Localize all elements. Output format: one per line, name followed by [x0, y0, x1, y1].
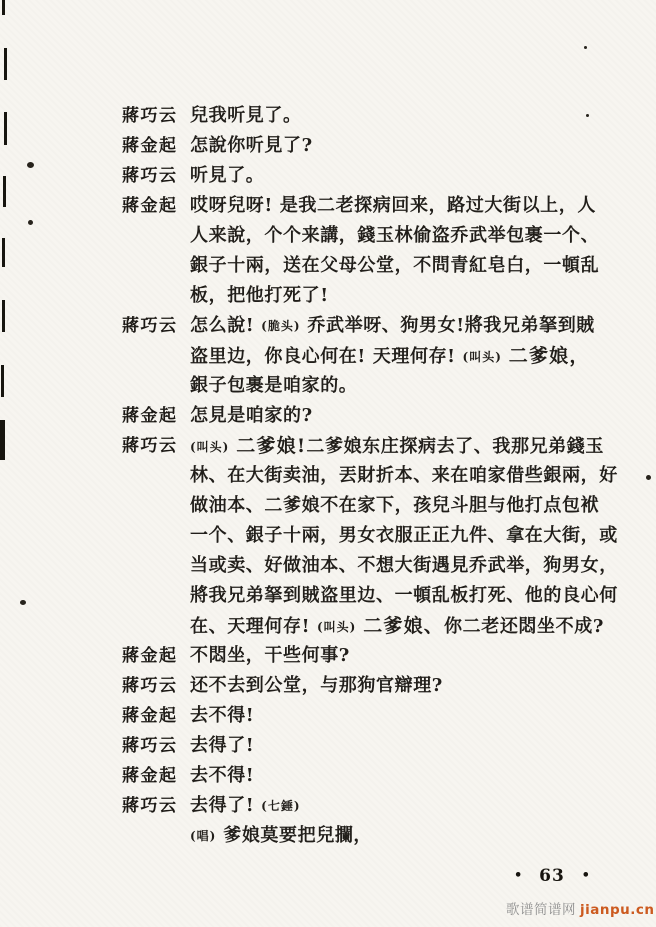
dialogue-segment: 你二老还悶坐不成?: [444, 616, 604, 637]
dialogue-text: [190, 821, 372, 851]
script-line: [122, 461, 650, 491]
dialogue-segment: 爹娘莫要把兒攔，: [216, 825, 373, 846]
speaker-name: [122, 251, 190, 281]
scan-artifact-line: [3, 176, 6, 207]
speaker-name: [122, 611, 190, 641]
scan-artifact-line: [4, 112, 7, 145]
dialogue-text: [190, 581, 618, 611]
script-line: [122, 251, 650, 281]
dialogue-text: [190, 671, 443, 701]
script-line: [122, 491, 650, 521]
scan-artifact-speck: [27, 162, 34, 168]
stage-annotation: (叫头): [462, 350, 502, 364]
dialogue-text: [190, 761, 254, 791]
speaker-name: [122, 461, 190, 491]
page-number-dot-left: •: [514, 868, 523, 883]
script-line: [122, 701, 650, 731]
speaker-name: 蔣巧云: [122, 436, 178, 456]
dialogue-segment: 去得了!: [190, 735, 255, 756]
speaker-name: [122, 371, 190, 401]
script-line: [122, 731, 650, 761]
script-line: [122, 281, 650, 311]
dialogue-segment: 人来說，个个来講，錢玉林偷盗乔武举包裹一个、: [190, 225, 600, 246]
dialogue-text: [190, 401, 313, 431]
speaker-name: [122, 551, 190, 581]
dialogue-segment: 盗里边，你良心何在! 天理何存!: [190, 346, 463, 367]
script-line: [122, 191, 650, 221]
stage-annotation: (叫头): [316, 620, 357, 634]
page-number-value: 63: [539, 866, 565, 886]
dialogue-text: [190, 251, 599, 281]
speaker-name: [122, 341, 190, 371]
scan-artifact-line: [0, 420, 5, 460]
dialogue-segment: 不悶坐，干些何事?: [190, 645, 350, 666]
speaker-name: 蔣巧云: [122, 166, 178, 186]
dialogue-text: [190, 701, 254, 731]
dialogue-text: [190, 221, 599, 251]
script-line: [122, 791, 650, 821]
dialogue-segment: 去不得!: [190, 765, 255, 786]
scan-artifact-speck: [28, 220, 33, 225]
dialogue-segment: 哎呀兒呀! 是我二老探病回来，路过大街以上，人: [190, 195, 596, 216]
script-line: [122, 311, 650, 341]
speaker-name: 蔣金起: [122, 196, 178, 216]
scan-artifact-speck: [20, 600, 26, 605]
script-lines: [122, 101, 650, 851]
dialogue-text: [190, 521, 618, 551]
speaker-name: 蔣巧云: [122, 736, 178, 756]
dialogue-segment: [502, 346, 509, 367]
dialogue-segment: 二爹娘，: [508, 345, 590, 367]
dialogue-segment: 二爹娘、: [363, 615, 445, 637]
speaker-name: [122, 281, 190, 311]
dialogue-text: [190, 311, 595, 341]
script-line: [122, 401, 650, 431]
speaker-name: 蔣金起: [122, 646, 178, 666]
dialogue-text: [190, 461, 618, 491]
stage-annotation: (唱): [190, 829, 217, 843]
dialogue-text: [190, 341, 590, 371]
dialogue-segment: 当或卖、好做油本、不想大街遇見乔武举，狗男女，: [190, 555, 618, 576]
dialogue-segment: 乔武举呀、狗男女!將我兄弟拏到賊: [300, 315, 595, 336]
dialogue-text: [190, 611, 604, 641]
stage-annotation: (脆头): [261, 319, 301, 333]
dialogue-segment: 听見了。: [190, 165, 265, 186]
dialogue-segment: 在、天理何存!: [190, 616, 317, 637]
script-line: [122, 521, 650, 551]
script-line: [122, 371, 650, 401]
dialogue-text: [190, 641, 350, 671]
scan-artifact-line: [2, 0, 5, 15]
dialogue-text: [190, 491, 599, 521]
speaker-name: 蔣金起: [122, 406, 178, 426]
dialogue-segment: 銀子包裹是咱家的。: [190, 375, 358, 396]
speaker-name: 蔣金起: [122, 706, 178, 726]
script-line: [122, 821, 650, 851]
dialogue-text: [190, 131, 313, 161]
script-line: [122, 761, 650, 791]
dialogue-text: [190, 551, 618, 581]
dialogue-segment: 做油本、二爹娘不在家下，孩兒斗胆与他打点包袱: [190, 495, 600, 516]
dialogue-segment: 二爹娘东庄探病去了、我那兄弟錢玉: [306, 436, 604, 457]
speaker-name: [122, 491, 190, 521]
script-line: [122, 341, 650, 371]
dialogue-segment: 怎么說!: [190, 315, 262, 336]
scan-artifact-line: [4, 48, 7, 80]
dialogue-segment: 去不得!: [190, 705, 255, 726]
dialogue-text: [190, 101, 302, 131]
scan-artifact-line: [2, 300, 5, 332]
dialogue-segment: 銀子十兩，送在父母公堂，不問青紅皂白，一頓乱: [190, 255, 600, 276]
script-line: [122, 431, 650, 461]
dialogue-segment: 一个、銀子十兩，男女衣服正正九件、拿在大街，或: [190, 525, 618, 546]
stage-annotation: (叫头): [190, 440, 230, 454]
watermark-site-url-link[interactable]: jianpu.cn: [580, 902, 655, 918]
speaker-name: 蔣金起: [122, 136, 178, 156]
dialogue-segment: 將我兄弟拏到賊盗里边、一頓乱板打死、他的良心何: [190, 585, 618, 606]
scan-artifact-speck: [584, 46, 587, 49]
dialogue-text: [190, 281, 329, 311]
script-line: [122, 101, 650, 131]
speaker-name: [122, 221, 190, 251]
speaker-name: 蔣巧云: [122, 316, 178, 336]
script-line: [122, 671, 650, 701]
script-line: [122, 131, 650, 161]
dialogue-segment: 去得了!: [190, 795, 262, 816]
page-number-dot-right: •: [581, 868, 590, 883]
speaker-name: 蔣巧云: [122, 106, 178, 126]
script-line: [122, 611, 650, 641]
dialogue-text: [190, 191, 596, 221]
page-number: [514, 866, 590, 886]
watermark-site-name: 歌谱简谱网: [506, 902, 576, 918]
stage-annotation: (七錘): [261, 799, 301, 813]
scan-artifact-line: [1, 365, 4, 397]
watermark: [506, 898, 655, 918]
script-line: [122, 551, 650, 581]
dialogue-text: [190, 731, 254, 761]
script-line: [122, 221, 650, 251]
script-line: [122, 161, 650, 191]
dialogue-text: [190, 161, 264, 191]
speaker-name: [122, 521, 190, 551]
dialogue-segment: 林、在大街卖油，丟財折本、来在咱家借些銀兩，好: [190, 465, 618, 486]
speaker-name: 蔣巧云: [122, 676, 178, 696]
script-line: [122, 581, 650, 611]
dialogue-text: [190, 791, 301, 821]
dialogue-text: [190, 431, 604, 461]
script-line: [122, 641, 650, 671]
dialogue-segment: 兒我听見了。: [190, 105, 302, 126]
speaker-name: [122, 581, 190, 611]
dialogue-segment: 二爹娘!: [236, 435, 307, 457]
dialogue-text: [190, 371, 357, 401]
dialogue-segment: 板，把他打死了!: [190, 285, 329, 306]
dialogue-segment: 还不去到公堂，与那狗官辯理?: [190, 675, 443, 696]
scan-artifact-line: [2, 238, 5, 267]
speaker-name: 蔣金起: [122, 766, 178, 786]
dialogue-segment: 怎說你听見了?: [190, 135, 313, 156]
speaker-name: 蔣巧云: [122, 796, 178, 816]
speaker-name: [122, 821, 190, 851]
dialogue-segment: 怎見是咱家的?: [190, 405, 313, 426]
